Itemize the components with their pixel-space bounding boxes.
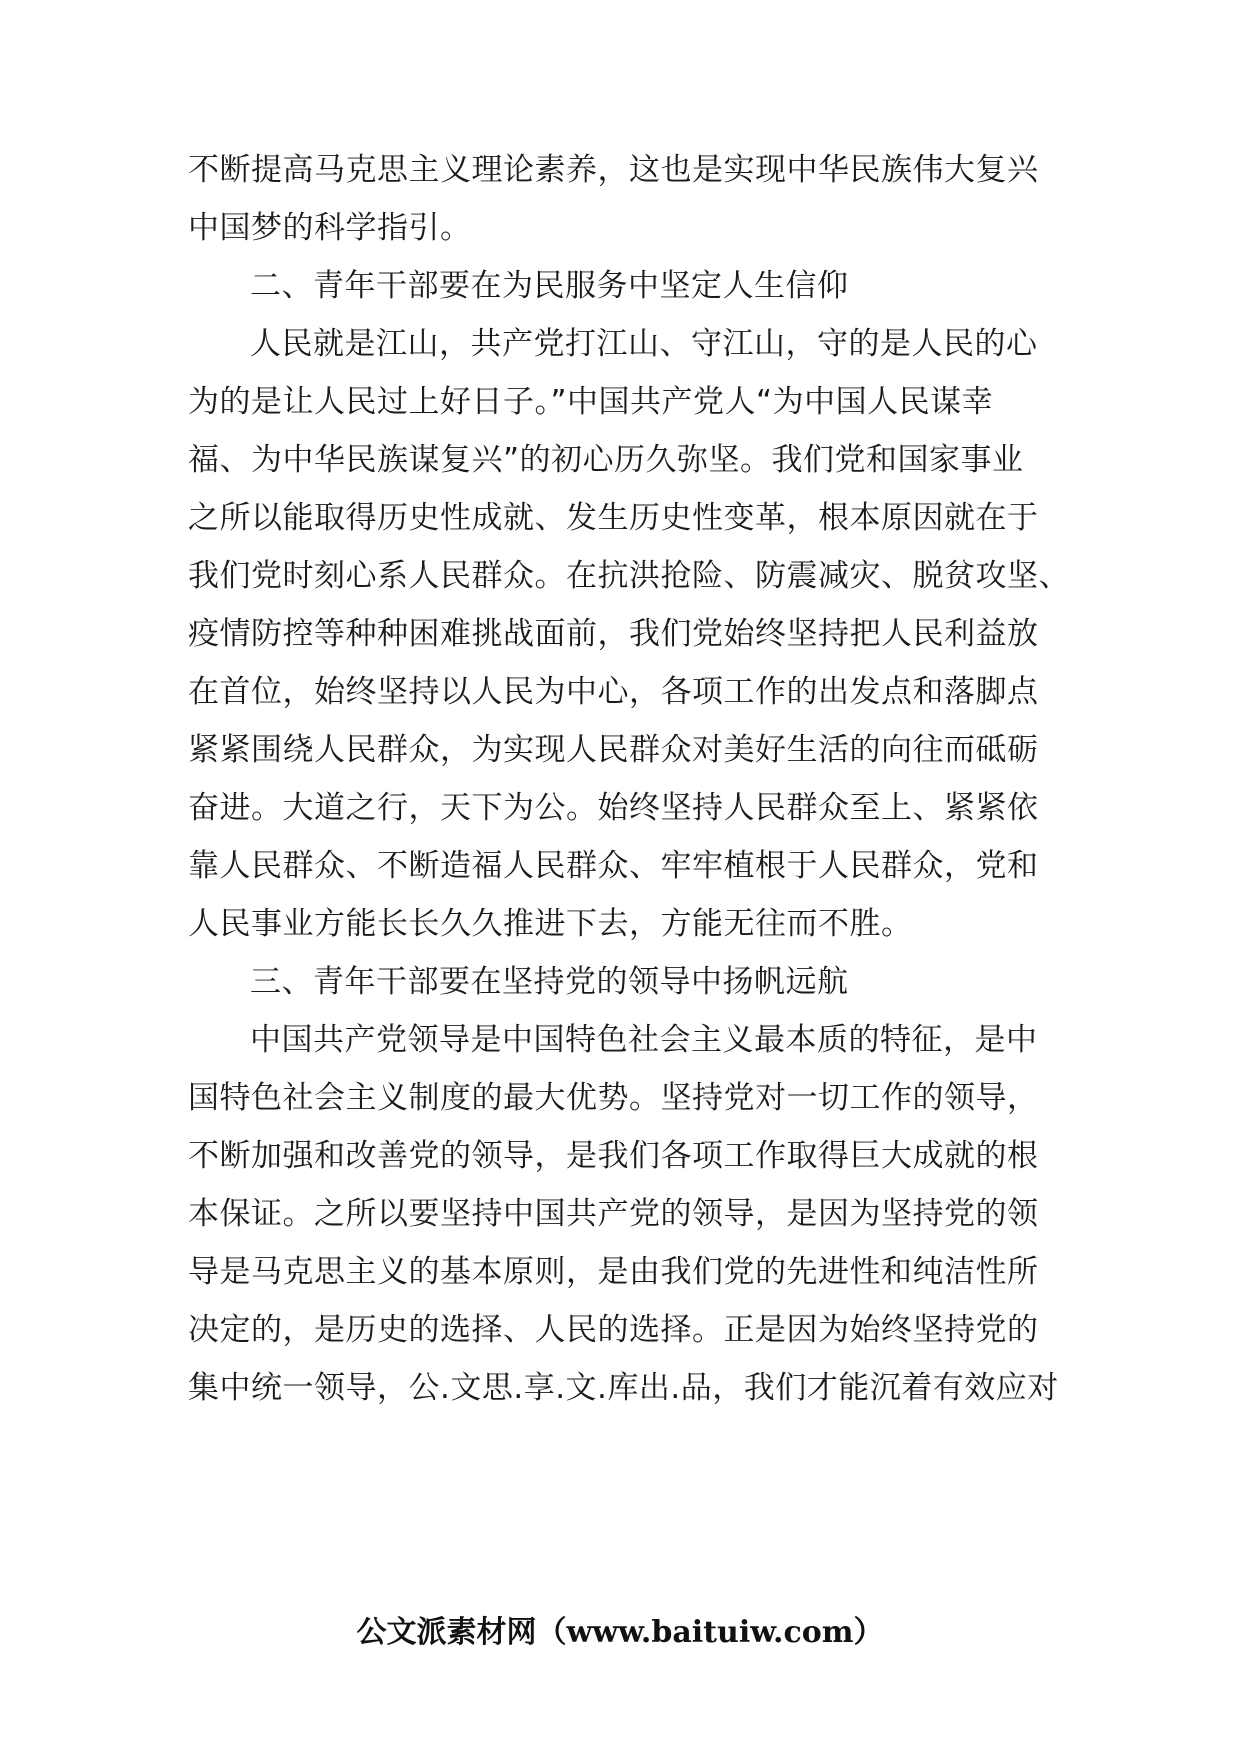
body-line: 靠人民群众、不断造福人民群众、牢牢植根于人民群众，党和 (188, 848, 1039, 884)
body-line: 中国梦的科学指引。 (188, 210, 472, 246)
footer-watermark: 公文派素材网（www.baituiw.com） (356, 1615, 884, 1650)
body-line: 导是马克思主义的基本原则，是由我们党的先进性和纯洁性所 (188, 1254, 1039, 1290)
body-line: 疫情防控等种种困难挑战面前，我们党始终坚持把人民利益放 (188, 616, 1039, 652)
section-heading: 二、青年干部要在为民服务中坚定人生信仰 (250, 268, 849, 304)
body-line: 福、为中华民族谋复兴”的初心历久弥坚。我们党和国家事业 (188, 442, 1024, 478)
body-line: 我们党时刻心系人民群众。在抗洪抢险、防震减灾、脱贫攻坚、 (188, 558, 1070, 594)
body-line: 决定的，是历史的选择、人民的选择。正是因为始终坚持党的 (188, 1312, 1039, 1348)
body-line: 为的是让人民过上好日子。”中国共产党人“为中国人民谋幸 (188, 384, 994, 420)
body-line: 集中统一领导，公.文思.享.文.库出.品，我们才能沉着有效应对 (188, 1370, 1059, 1406)
body-line: 之所以能取得历史性成就、发生历史性变革，根本原因就在于 (188, 500, 1039, 536)
body-line: 不断加强和改善党的领导，是我们各项工作取得巨大成就的根 (188, 1138, 1039, 1174)
section-heading: 三、青年干部要在坚持党的领导中扬帆远航 (250, 964, 849, 1000)
body-line: 人民就是江山，共产党打江山、守江山，守的是人民的心 (250, 326, 1038, 362)
body-line: 国特色社会主义制度的最大优势。坚持党对一切工作的领导， (188, 1080, 1039, 1116)
body-line: 人民事业方能长长久久推进下去，方能无往而不胜。 (188, 906, 913, 942)
body-line: 中国共产党领导是中国特色社会主义最本质的特征，是中 (250, 1022, 1038, 1058)
body-line: 在首位，始终坚持以人民为中心，各项工作的出发点和落脚点 (188, 674, 1039, 710)
body-line: 奋进。大道之行，天下为公。始终坚持人民群众至上、紧紧依 (188, 790, 1039, 826)
body-line: 不断提高马克思主义理论素养，这也是实现中华民族伟大复兴 (188, 152, 1039, 188)
body-line: 紧紧围绕人民群众，为实现人民群众对美好生活的向往而砥砺 (188, 732, 1039, 768)
body-line: 本保证。之所以要坚持中国共产党的领导，是因为坚持党的领 (188, 1196, 1039, 1232)
